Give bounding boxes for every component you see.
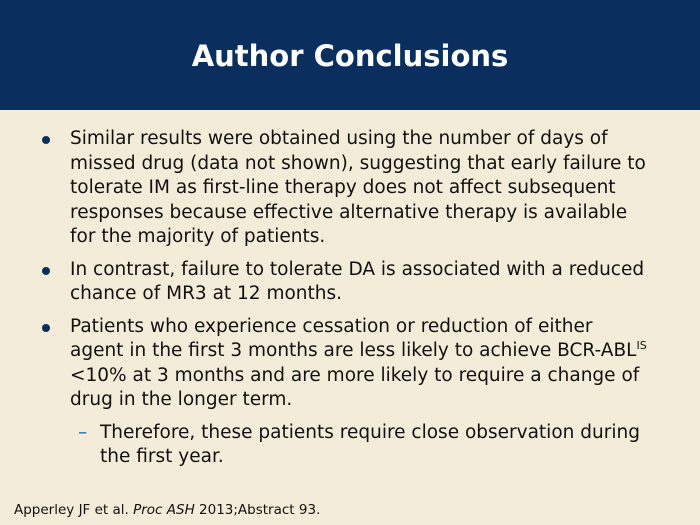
citation-authors: Apperley JF et al. — [14, 502, 134, 518]
title-banner — [0, 0, 700, 110]
bullet-text-part: <10% at 3 months and are more likely to require a change of drug in the longer term. — [70, 364, 640, 410]
bullet-item — [0, 258, 700, 307]
slide-title: Author Conclusions — [191, 39, 509, 73]
sub-bullet-dash-icon: – — [78, 421, 88, 443]
sub-bullet-text: Therefore, these patients require close observation during the first year. — [100, 421, 640, 467]
bullet-dot-icon — [42, 324, 50, 332]
bullet-text: Similar results were obtained using the number of days of missed drug (data not shown), suggesting that early failure to tolerate IM as first-line therapy does not affect subsequent responses because effective alternative therapy is available for the majority of patients. — [70, 128, 646, 247]
sub-bullet-item — [0, 421, 700, 470]
bullet-list — [0, 127, 700, 470]
bullet-item — [0, 315, 700, 413]
citation-journal: Proc ASH — [133, 502, 195, 518]
superscript-is: IS — [636, 339, 647, 352]
citation — [14, 501, 320, 519]
bullet-text-part: Patients who experience cessation or reduction of either agent in the first 3 months are less likely to achieve BCR-ABL — [70, 315, 637, 361]
bullet-item — [0, 127, 700, 250]
bullet-dot-icon — [42, 267, 50, 275]
bullet-text: In contrast, failure to tolerate DA is associated with a reduced chance of MR3 at 12 months. — [70, 258, 645, 304]
bullet-dot-icon — [42, 136, 50, 144]
citation-rest: 2013;Abstract 93. — [194, 502, 321, 518]
